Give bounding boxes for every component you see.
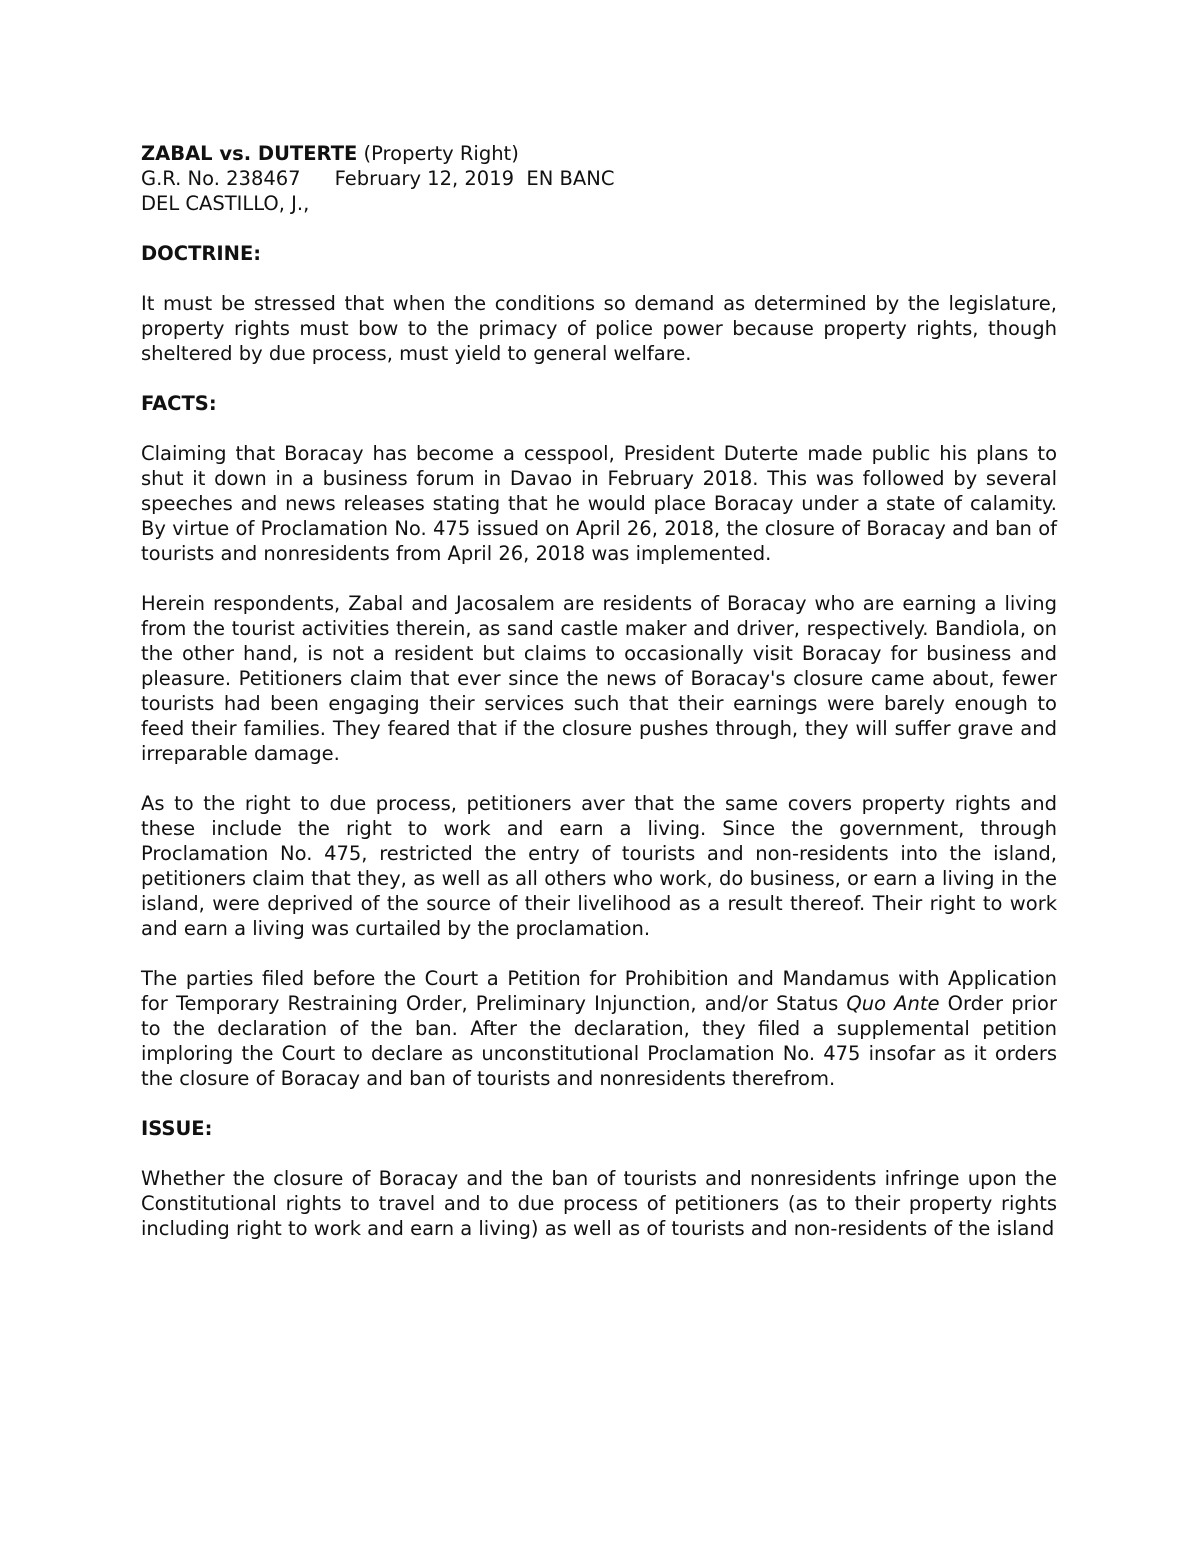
- document-page: [141, 141, 1057, 1241]
- case-subtitle: (Property Right): [363, 142, 519, 165]
- issue-text: Whether the closure of Boracay and the ban of tourists and nonresidents infringe upon the Constitutional rights to travel and to due process of petitioners (as to their property rights including right to work and earn a living) as well as of tourists and non-residents of the island: [141, 1167, 1057, 1240]
- case-title-line: [141, 141, 1057, 166]
- facts-heading: FACTS:: [141, 392, 217, 415]
- case-title: ZABAL vs. DUTERTE: [141, 142, 358, 165]
- case-citation-line: [141, 166, 1057, 191]
- spacer: [141, 266, 1057, 291]
- facts-paragraph-4-end: Order prior to the declaration of the ban. After the declaration, they filed a supplemental petition imploring the Court to declare as unconstitutional Proclamation No. 475 insofar as it orders the closure of Boracay and ban of tourists and nonresidents therefrom.: [141, 992, 1057, 1090]
- doctrine-text: It must be stressed that when the conditions so demand as determined by the legislature, property rights must bow to the primacy of police power because property rights, though sheltered by due process, must yield to general welfare.: [141, 292, 1057, 365]
- decision-date-division: February 12, 2019 EN BANC: [334, 167, 615, 190]
- facts-paragraph-4-start: The parties filed before the Court a Petition for Prohibition and Mandamus with Application for Temporary Restraining Order, Preliminary Injunction, and/or Status: [141, 967, 1057, 1015]
- quo-ante-term: Quo Ante: [846, 992, 940, 1015]
- facts-paragraph-3: As to the right to due process, petitioners aver that the same covers property rights and these include the right to work and earn a living. Since the government, through Proclamation No. 475, restricted the entry of tourists and non-residents into the island, petitioners claim that they, as well as all others who work, do business, or earn a living in the island, were deprived of the source of their livelihood as a result thereof. Their right to work and earn a living was curtailed by the proclamation.: [141, 792, 1057, 940]
- ponente: DEL CASTILLO, J.,: [141, 192, 310, 215]
- spacer: [141, 1141, 1057, 1166]
- issue-heading: ISSUE:: [141, 1117, 213, 1140]
- spacer: [141, 216, 1057, 241]
- gr-number: G.R. No. 238467: [141, 167, 301, 190]
- spacer: [141, 766, 1057, 791]
- facts-paragraph-2: Herein respondents, Zabal and Jacosalem are residents of Boracay who are earning a living from the tourist activities therein, as sand castle maker and driver, respectively. Bandiola, on the other hand, is not a resident but claims to occasionally visit Boracay for business and pleasure. Petitioners claim that ever since the news of Boracay's closure came about, fewer tourists had been engaging their services such that their earnings were barely enough to feed their families. They feared that if the closure pushes through, they will suffer grave and irreparable damage.: [141, 592, 1057, 765]
- spacer: [141, 366, 1057, 391]
- spacer: [141, 1091, 1057, 1116]
- spacer: [141, 416, 1057, 441]
- facts-paragraph-1: Claiming that Boracay has become a cesspool, President Duterte made public his plans to shut it down in a business forum in Davao in February 2018. This was followed by several speeches and news releases stating that he would place Boracay under a state of calamity. By virtue of Proclamation No. 475 issued on April 26, 2018, the closure of Boracay and ban of tourists and nonresidents from April 26, 2018 was implemented.: [141, 442, 1057, 565]
- facts-paragraph-4: [141, 966, 1057, 1091]
- spacer: [141, 566, 1057, 591]
- spacer: [141, 941, 1057, 966]
- doctrine-heading: DOCTRINE:: [141, 242, 262, 265]
